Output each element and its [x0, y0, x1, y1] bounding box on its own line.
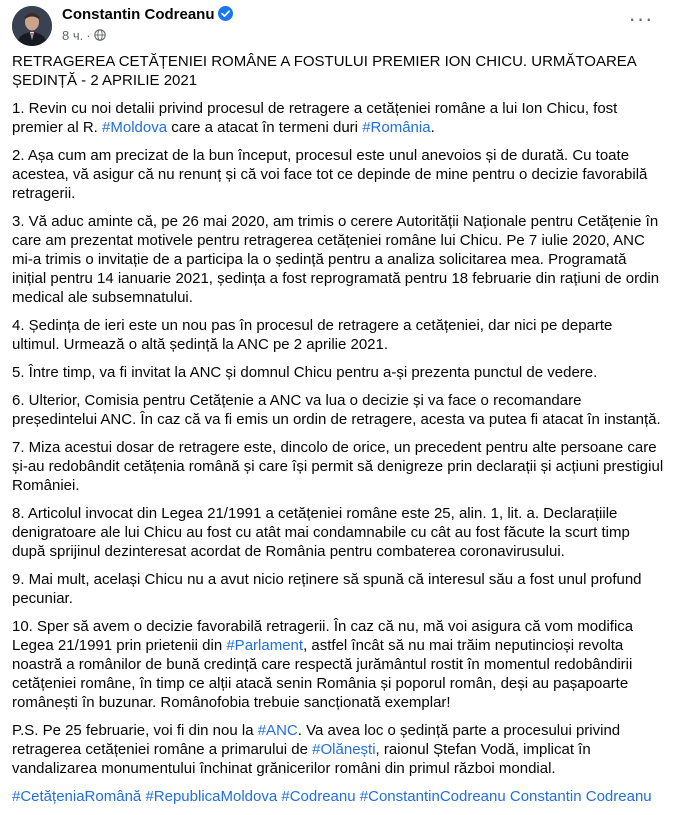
post-header	[12, 4, 673, 52]
more-options-icon[interactable]: ···	[628, 6, 654, 31]
hashtag-moldova[interactable]: #Moldova	[102, 119, 168, 136]
hashtag-romania[interactable]: #România	[362, 119, 431, 136]
paragraph-1	[12, 99, 664, 137]
postscript-end: , raionul Ștefan Vodă, implicat în vandalizarea monumentului închinat grănicerilor români din primul război mondial.	[12, 741, 591, 777]
paragraph-10-text: 10. Sper să avem o decizie favorabilă retragerii. În caz că nu, mă voi asigura că vom modifica Legea 21/1991 prin prietenii din	[12, 618, 634, 654]
paragraph-6: 6. Ulterior, Comisia pentru Cetățenie a ANC va lua o decizie și va face o recomandare președintelui ANC. În caz că va fi emis un ordin de retragere, acesta va putea fi atacat în instanță.	[12, 392, 661, 428]
paragraph-7: 7. Miza acestui dosar de retragere este, dincolo de orice, un precedent pentru alte persoane care și-au redobândit cetățenia română și care își permit să denigreze prin declarații și acțiuni prestigiul României.	[12, 439, 664, 494]
profile-link-constantin-codreanu[interactable]: Constantin Codreanu	[509, 788, 652, 805]
post-meta	[62, 28, 106, 43]
postscript	[12, 721, 664, 778]
postscript-text: P.S. Pe 25 februarie, voi fi din nou la	[12, 722, 258, 739]
paragraph-8: 8. Articolul invocat din Legea 21/1991 a cetățeniei române este 25, alin. 1, lit. a. Declarațiile denigratoare ale lui Chicu au fost cu atât mai condamnabile cu cât au fost făcute la scurt timp după sprijinul dezinteresat acordat de România pentru combaterea coronavirusului.	[12, 505, 630, 560]
post-timestamp[interactable]: 8 ч.	[62, 28, 84, 43]
post-body	[12, 52, 664, 815]
hashtag-anc[interactable]: #ANC	[257, 722, 298, 739]
paragraph-9: 9. Mai mult, același Chicu nu a avut nicio reținere să spună că interesul său a fost unul profund pecuniar.	[12, 571, 642, 607]
hashtag-olanesti[interactable]: #Olănești	[312, 741, 376, 758]
paragraph-1-mid: care a atacat în termeni duri	[167, 119, 363, 136]
paragraph-2: 2. Așa cum am precizat de la bun început, procesul este unul anevoios și de durată. Cu toate acestea, vă asigur că nu renunț și că voi face tot ce depinde de mine pentru o decizie favorabilă retragerii.	[12, 147, 648, 202]
paragraph-4: 4. Ședința de ieri este un nou pas în procesul de retragere a cetățeniei, dar nici pe departe ultimul. Urmează o altă ședință la ANC pe 2 aprilie 2021.	[12, 317, 613, 353]
hashtag-constantin-codreanu[interactable]: #ConstantinCodreanu	[359, 788, 506, 805]
meta-separator: ·	[86, 28, 91, 43]
paragraph-1-end: .	[430, 119, 435, 136]
paragraph-5: 5. Între timp, va fi invitat la ANC și domnul Chicu pentru a-și prezenta punctul de vedere.	[12, 364, 598, 381]
paragraph-10-end: , astfel încât să nu mai trăim neputincioși revolta noastră a românilor de bună credință care respectă jurământul rostit în momentul redobândirii cetățeniei române, în timp ce alții atacă senin România și poporul român, deși au pașapoarte românești în buzunar. Românofobia trebuie sancționată exemplar!	[12, 637, 633, 711]
verified-badge-icon	[218, 6, 233, 21]
author-name[interactable]	[62, 6, 233, 23]
paragraph-1-text: 1. Revin cu noi detalii privind procesul de retragere a cetățeniei române a lui Ion Chicu, fost premier al R.	[12, 100, 618, 136]
author-name-text[interactable]: Constantin Codreanu	[62, 6, 215, 23]
avatar[interactable]	[12, 6, 52, 46]
postscript-mid: . Va avea loc o ședință parte a procesului privind retragerea cetățeniei române a primarului de	[12, 722, 621, 758]
globe-icon[interactable]	[94, 29, 106, 41]
hashtag-parlament[interactable]: #Parlament	[226, 637, 304, 654]
hashtag-codreanu[interactable]: #Codreanu	[281, 788, 356, 805]
post-title: RETRAGEREA CETĂȚENIEI ROMÂNE A FOSTULUI PREMIER ION CHICU. URMĂTOAREA ȘEDINȚĂ - 2 APRILIE 2021	[12, 53, 636, 89]
hashtag-republica-moldova[interactable]: #RepublicaMoldova	[145, 788, 278, 805]
hashtag-cetatenia-romana[interactable]: #CetățeniaRomână	[12, 788, 142, 805]
paragraph-10	[12, 617, 664, 712]
hashtag-line	[12, 787, 664, 806]
paragraph-3: 3. Vă aduc aminte că, pe 26 mai 2020, am trimis o cerere Autorității Naționale pentru Cetățenie în care am prezentat motivele pentru retragerea cetățeniei române lui Chicu. Pe 7 iulie 2020, ANC mi-a trimis o invitație de a participa la o ședință pentru a analiza solicitarea mea. Programată inițial pentru 14 ianuarie 2021, ședința a fost reprogramată pentru 18 februarie din rațiuni de ordin medical ale subsemnatului.	[12, 213, 660, 306]
